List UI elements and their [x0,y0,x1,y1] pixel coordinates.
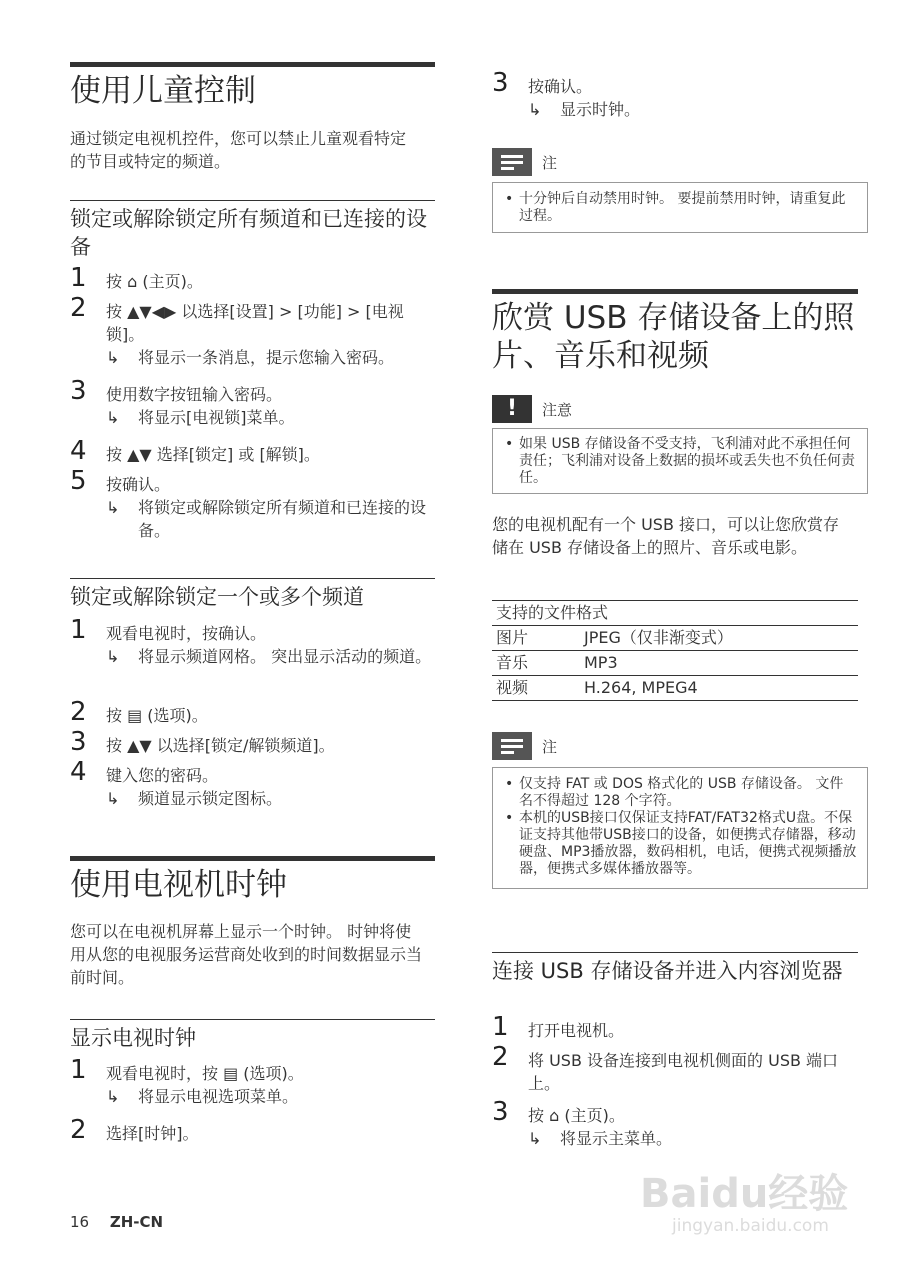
warning-icon: ! [492,395,532,423]
step-3: 3 按确认。 ↳ 显示时钟。 [492,75,858,121]
step-result: ↳ 将锁定或解除锁定所有频道和已连接的设备。 [106,498,427,540]
footer [70,1213,163,1231]
note-header: 注 [492,148,858,176]
step-result: ↳ 将显示频道网格。 突出显示活动的频道。 [106,647,432,666]
step-2: 2 选择[时钟]。 [70,1115,199,1145]
step-result: ↳ 频道显示锁定图标。 [106,789,283,808]
watermark-url: jingyan.baidu.com [672,1216,829,1236]
step-2: 2 将 USB 设备连接到电视机侧面的 USB 端口上。 [492,1042,839,1093]
step-3: 3 按 ⌂ (主页)。 ↳ 将显示主菜单。 [492,1104,858,1150]
note-header: 注 [492,732,858,760]
result-arrow-icon: ↳ [106,789,120,808]
step-1: 1 打开电视机。 [492,1012,625,1042]
note-box: • 仅支持 FAT 或 DOS 格式化的 USB 存储设备。 文件名不得超过 128 个字符。 • 本机的USB接口仅保证支持FAT/FAT32格式U盘。不保证支持其他带USB接口的设备，如便携式存储器，移动硬盘、MP3播放器，数码相机，电话，便携式视频播放器，便携式多媒体播放器等。 [492,767,868,889]
result-arrow-icon: ↳ [106,498,120,517]
step-5: 5 按确认。 ↳ 将锁定或解除锁定所有频道和已连接的设备。 [70,473,435,542]
table-row: 图片 JPEG（仅非渐变式） [492,626,858,651]
table-row: 音乐 MP3 [492,651,858,676]
result-arrow-icon: ↳ [106,647,120,666]
clock-intro: 您可以在电视机屏幕上显示一个时钟。 时钟将使用从您的电视服务运营商处收到的时间数据显示当前时间。 [70,922,423,987]
step-result: ↳ 显示时钟。 [528,100,641,119]
step-1: 1 观看电视时，按 ▤ (选项)。 ↳ 将显示电视选项菜单。 [70,1062,435,1108]
step-3: 3 使用数字按钮输入密码。 ↳ 将显示[电视锁]菜单。 [70,383,435,429]
heading-lock-all: 锁定或解除锁定所有频道和已连接的设备 [70,200,435,261]
step-result: ↳ 将显示主菜单。 [528,1129,673,1148]
result-arrow-icon: ↳ [528,1129,542,1148]
result-arrow-icon: ↳ [106,408,120,427]
format-table [492,600,858,701]
step-3: 3 按 ▲▼ 以选择[锁定/解锁频道]。 [70,727,335,757]
step-result: ↳ 将显示[电视锁]菜单。 [106,408,295,427]
heading-lock-some: 锁定或解除锁定一个或多个频道 [70,578,435,611]
heading-connect-usb: 连接 USB 存储设备并进入内容浏览器 [492,952,858,985]
language-code: ZH-CN [109,1213,164,1231]
note-icon [492,148,532,176]
note-box: • 十分钟后自动禁用时钟。 要提前禁用时钟，请重复此过程。 [492,182,868,233]
caution-header: ! 注意 [492,395,858,423]
page-number: 16 [70,1213,90,1231]
child-lock-intro: 通过锁定电视机控件，您可以禁止儿童观看特定的节目或特定的频道。 [70,129,407,171]
result-arrow-icon: ↳ [528,100,542,119]
step-result: ↳ 将显示电视选项菜单。 [106,1087,299,1106]
step-4: 4 键入您的密码。 ↳ 频道显示锁定图标。 [70,764,435,810]
result-arrow-icon: ↳ [106,1087,120,1106]
step-2: 2 按 ▤ (选项)。 [70,697,208,727]
step-1: 1 观看电视时，按确认。 ↳ 将显示频道网格。 突出显示活动的频道。 [70,622,435,668]
table-header-row: 支持的文件格式 [492,601,858,626]
watermark-logo: Baidu经验 [640,1171,849,1217]
section-title-usb: 欣赏 USB 存储设备上的照片、音乐和视频 [492,289,858,375]
section-title-clock: 使用电视机时钟 [70,856,435,904]
step-2: 2 按 ▲▼◀▶ 以选择[设置] > [功能] > [电视锁]。 ↳ 将显示一条消息，提示您输入密码。 [70,300,435,369]
step-result: ↳ 将显示一条消息，提示您输入密码。 [106,348,395,367]
section-title-child-lock: 使用儿童控制 [70,62,435,110]
heading-show-clock: 显示电视时钟 [70,1019,435,1052]
step-1: 1 按 ⌂ (主页)。 [70,263,203,293]
result-arrow-icon: ↳ [106,348,120,367]
usb-intro: 您的电视机配有一个 USB 接口，可以让您欣赏存储在 USB 存储设备上的照片、音乐或电影。 [492,515,840,557]
caution-box: • 如果 USB 存储设备不受支持，飞利浦对此不承担任何责任；飞利浦对设备上数据的损坏或丢失也不负任何责任。 [492,428,868,494]
note-icon [492,732,532,760]
step-4: 4 按 ▲▼ 选择[锁定] 或 [解锁]。 [70,436,320,466]
table-row: 视频 H.264, MPEG4 [492,676,858,701]
